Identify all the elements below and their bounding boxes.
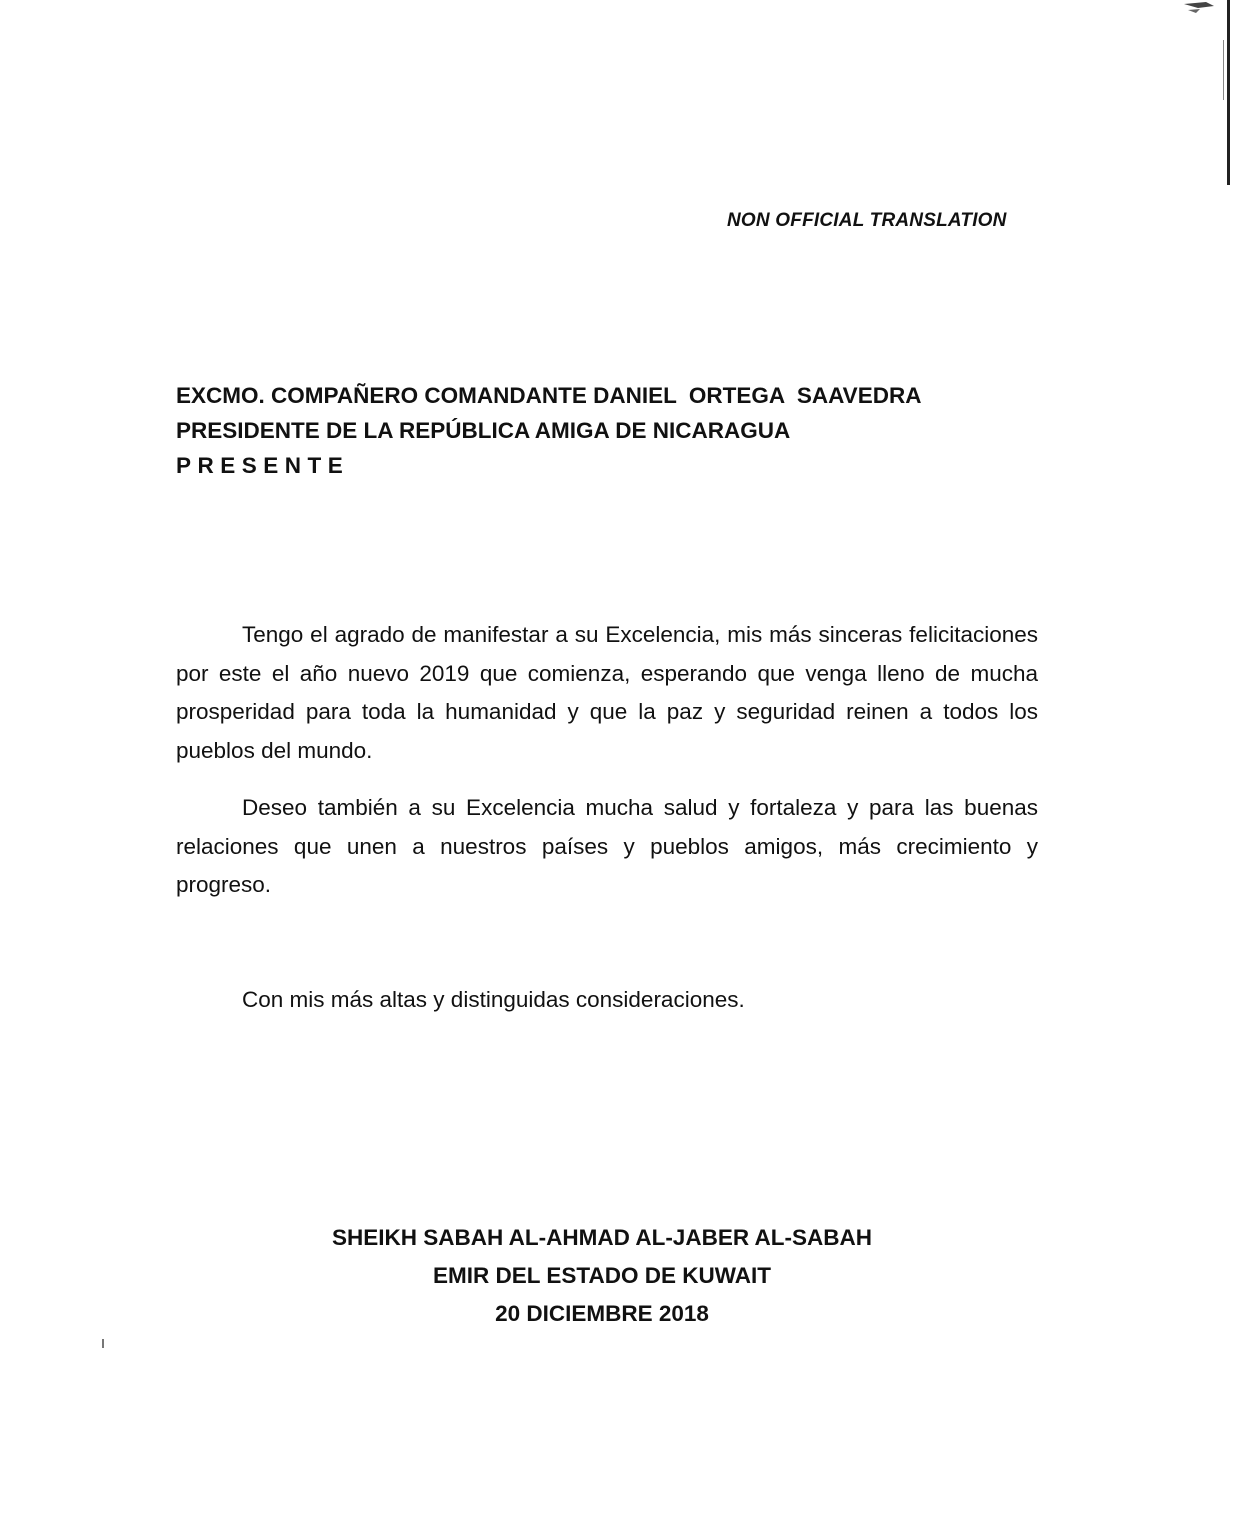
recipient-block (176, 378, 921, 483)
letter-body (176, 616, 1038, 924)
recipient-title: PRESIDENTE DE LA REPÚBLICA AMIGA DE NICARAGUA (176, 418, 791, 443)
letter-date: 20 DICIEMBRE 2018 (495, 1301, 709, 1326)
signatory-title: EMIR DEL ESTADO DE KUWAIT (433, 1263, 771, 1288)
body-paragraph-1: Tengo el agrado de manifestar a su Excelencia, mis más sinceras felicitaciones por este el año nuevo 2019 que comienza, esperando que venga lleno de mucha prosperidad para toda la humanidad y que la paz y seguridad reinen a todos los pueblos del mundo. (176, 622, 1038, 763)
scan-edge-marks (1176, 0, 1236, 185)
signature-block (302, 1219, 902, 1333)
body-paragraph-2: Deseo también a su Excelencia mucha salud y fortaleza y para las buenas relaciones que unen a nuestros países y pueblos amigos, más crecimiento y progreso. (176, 795, 1038, 897)
non-official-translation-note: NON OFFICIAL TRANSLATION (727, 210, 1007, 231)
recipient-presente: PRESENTE (176, 453, 350, 478)
recipient-name: EXCMO. COMPAÑERO COMANDANTE DANIEL ORTEGA SAAVEDRA (176, 383, 922, 408)
signatory-name: SHEIKH SABAH AL-AHMAD AL-JABER AL-SABAH (332, 1225, 872, 1250)
closing-line: Con mis más altas y distinguidas consideraciones. (242, 987, 745, 1012)
scan-speck (102, 1339, 104, 1348)
